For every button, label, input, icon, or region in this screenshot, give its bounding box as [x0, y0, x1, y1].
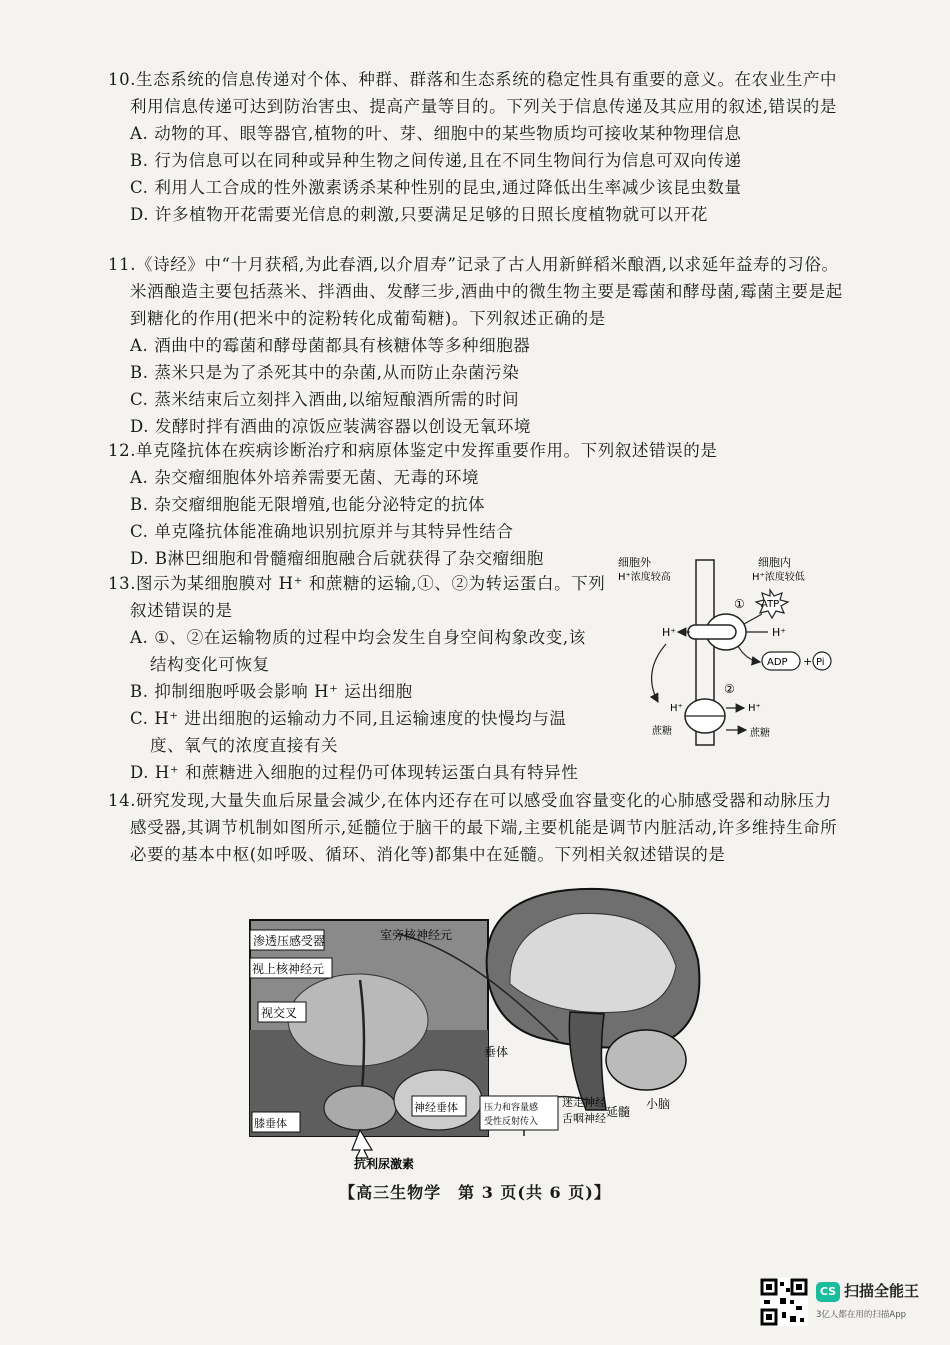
question-13-option-a-line2: 结构变化可恢复 [150, 655, 270, 674]
question-10-option-d: D. 许多植物开花需要光信息的刺激,只要满足足够的日照长度植物就可以开花 [130, 205, 708, 224]
h-ion-outside-cotransport: H⁺ [670, 703, 683, 714]
camscanner-watermark [760, 1278, 940, 1333]
question-12-option-c: C. 单克隆抗体能准确地识别抗原并与其特异性结合 [130, 522, 514, 541]
h-recirculate-arrow [652, 644, 666, 702]
third-ventricle-shape [288, 974, 428, 1066]
cerebellum-shape [606, 1030, 686, 1090]
neurohypophysis-label: 神经垂体 [414, 1101, 458, 1114]
brain-regulation-diagram [248, 880, 708, 1170]
question-13-option-c [108, 705, 618, 759]
question-11-stem: 11.《诗经》中“十月获稻,为此春酒,以介眉寿”记录了古人用新鲜稻米酿酒,以求延年益寿的习俗。米酒酿造主要包括蒸米、拌酒曲、发酵三步,酒曲中的微生物主要是霉菌和酵母菌,霉菌主要是起到糖化的作用(把米中的淀粉转化成葡萄糖)。下列叙述正确的是 [108, 255, 843, 328]
medulla-label: 延髓 [606, 1105, 631, 1119]
supraoptic-neuron-label: 视上核神经元 [252, 962, 325, 976]
question-10-option-b: B. 行为信息可以在同种或异种生物之间传递,且在不同生物间行为信息可双向传递 [130, 151, 742, 170]
transporter-1-label: ① [734, 597, 745, 611]
question-11-option-d: D. 发酵时拌有酒曲的凉饭应装满容器以创设无氧环境 [130, 417, 532, 436]
adh-label: 抗利尿激素 [354, 1157, 415, 1170]
question-10-option-a: A. 动物的耳、眼等器官,植物的叶、芽、细胞中的某些物质均可接收某种物理信息 [130, 124, 742, 143]
infundibulum-label: 膝垂体 [254, 1117, 287, 1130]
membrane-transport-diagram [612, 552, 842, 747]
qr-code-icon [760, 1278, 808, 1326]
adp-label: ADP [767, 657, 788, 668]
h-ion-inside-pump: H⁺ [772, 626, 787, 639]
paraventricular-neuron-label: 室旁核神经元 [380, 928, 453, 942]
sucrose-outside-label: 蔗糖 [652, 726, 672, 737]
question-13-option-d [108, 759, 690, 786]
vagus-nerve-label: 迷走神经 [562, 1096, 606, 1109]
inside-label: 细胞内 [758, 556, 791, 569]
question-13 [108, 570, 618, 786]
camscanner-logo-icon: CS [816, 1282, 840, 1302]
question-13-option-c-line1: C. H⁺ 进出细胞的运输动力不同,且运输速度的快慢均与温 [130, 709, 567, 728]
question-13-option-a [108, 624, 618, 678]
question-10 [108, 66, 843, 228]
reflex-label-line1: 压力和容量感 [484, 1103, 539, 1113]
question-13-option-b-line1: B. 抑制细胞呼吸会影响 H⁺ 运出细胞 [130, 682, 413, 701]
posterior-pituitary-shape [324, 1086, 396, 1130]
inside-concentration-label: H⁺浓度较低 [752, 572, 805, 583]
question-10-stem: 10.生态系统的信息传递对个体、种群、群落和生态系统的稳定性具有重要的意义。在农业生产中利用信息传递可达到防治害虫、提高产量等目的。下列关于信息传递及其应用的叙述,错误的是 [108, 70, 838, 116]
camscanner-tagline: 3亿人都在用的扫描App [816, 1310, 907, 1320]
question-13-stem: 13.图示为某细胞膜对 H⁺ 和蔗糖的运输,①、②为转运蛋白。下列叙述错误的是 [108, 574, 606, 620]
question-13-option-a-line1: A. ①、②在运输物质的过程中均会发生自身空间构象改变,该 [130, 628, 586, 647]
plus-sign: + [803, 655, 813, 668]
glossopharyngeal-nerve-label: 舌咽神经 [562, 1112, 606, 1125]
question-12-stem: 12.单克隆抗体在疾病诊断治疗和病原体鉴定中发挥重要作用。下列叙述错误的是 [108, 441, 718, 460]
h-ion-inside-cotransport: H⁺ [748, 703, 761, 714]
osmoreceptor-label: 渗透压感受器 [253, 934, 326, 948]
pituitary-label: 垂体 [484, 1045, 509, 1059]
cerebellum-label: 小脑 [646, 1097, 671, 1111]
pi-label: Pi [816, 657, 825, 668]
question-12-option-a: A. 杂交瘤细胞体外培养需要无菌、无毒的环境 [130, 468, 480, 487]
question-11 [108, 251, 843, 440]
outside-concentration-label: H⁺浓度较高 [618, 572, 671, 583]
transporter-protein-1-channel [688, 625, 736, 639]
adp-arrow [738, 646, 760, 662]
question-11-option-a: A. 酒曲中的霉菌和酵母菌都具有核糖体等多种细胞器 [130, 336, 531, 355]
atp-label: ATP [761, 599, 780, 610]
reflex-label-line2: 受性反射传入 [484, 1117, 539, 1127]
camscanner-name: 扫描全能王 [844, 1282, 920, 1300]
optic-chiasm-label: 视交叉 [261, 1006, 298, 1020]
question-11-option-c: C. 蒸米结束后立刻拌入酒曲,以缩短酿酒所需的时间 [130, 390, 520, 409]
question-10-option-c: C. 利用人工合成的性外激素诱杀某种性别的昆虫,通过降低出生率减少该昆虫数量 [130, 178, 742, 197]
question-14-stem: 14.研究发现,大量失血后尿量会减少,在体内还存在可以感受血容量变化的心肺感受器和动脉压力感受器,其调节机制如图所示,延髓位于脑干的最下端,主要机能是调节内脏活动,许多维持生命所必要的基本中枢(如呼吸、循环、消化等)都集中在延髓。下列相关叙述错误的是 [108, 791, 838, 864]
page-footer: 【高三生物学 第 3 页(共 6 页)】 [339, 1183, 611, 1202]
question-11-option-b: B. 蒸米只是为了杀死其中的杂菌,从而防止杂菌污染 [130, 363, 520, 382]
sucrose-inside-label: 蔗糖 [750, 728, 770, 739]
outside-label: 细胞外 [618, 556, 651, 569]
atp-arrow [744, 614, 762, 624]
question-12-option-b: B. 杂交瘤细胞能无限增殖,也能分泌特定的抗体 [130, 495, 486, 514]
question-12-option-d: D. B淋巴细胞和骨髓瘤细胞融合后就获得了杂交瘤细胞 [130, 549, 544, 568]
question-13-option-b [108, 678, 618, 705]
transporter-2-label: ② [724, 682, 735, 696]
question-14 [108, 787, 843, 868]
question-13-option-d-line1: D. H⁺ 和蔗糖进入细胞的过程仍可体现转运蛋白具有特异性 [130, 763, 579, 782]
h-ion-outside-pump: H⁺ [662, 626, 677, 639]
question-13-option-c-line2: 度、氧气的浓度直接有关 [150, 736, 339, 755]
